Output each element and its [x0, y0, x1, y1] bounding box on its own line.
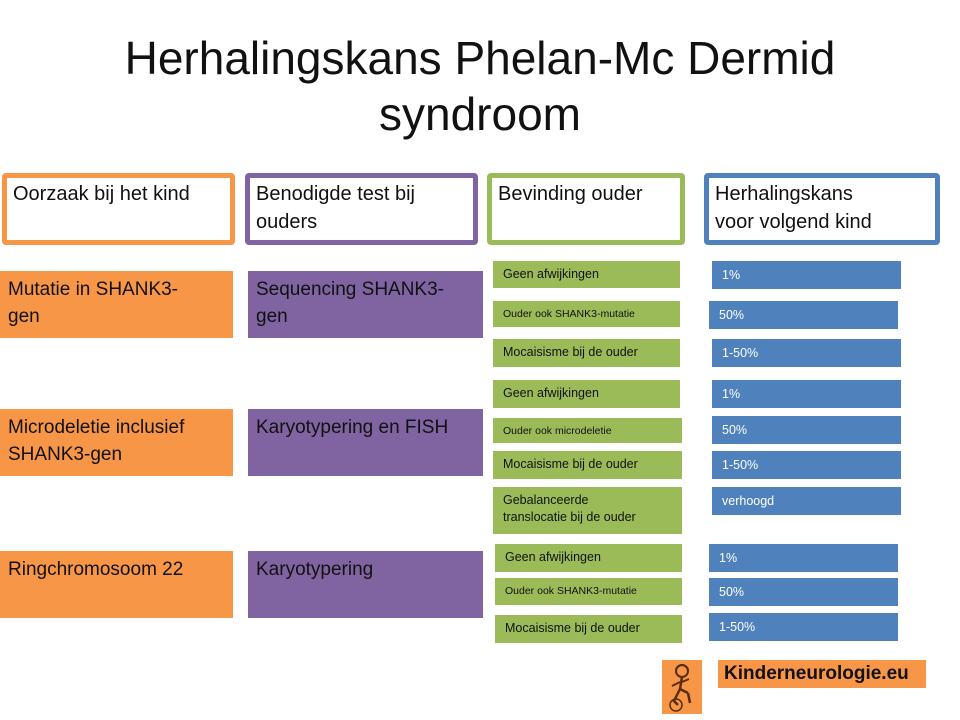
risk-box: [712, 380, 901, 408]
finding-label: Ouder ook SHANK3-mutatie: [503, 308, 635, 320]
finding-label: Ouder ook SHANK3-mutatie: [505, 585, 637, 597]
finding-box: [493, 418, 682, 443]
risk-label: 50%: [719, 308, 745, 322]
risk-box: [712, 451, 901, 479]
risk-box: [709, 301, 898, 329]
logo-text[interactable]: Kinderneurologie.eu: [718, 660, 926, 688]
cause-label-line-2: SHANK3-gen: [8, 444, 123, 465]
finding-label: Geen afwijkingen: [503, 267, 599, 281]
header-finding: [487, 173, 685, 245]
test-label-line-1: Karyotypering: [256, 559, 374, 580]
header-test-line-1: Benodigde test bij: [256, 183, 416, 205]
cause-microdeletion: [0, 409, 233, 476]
cause-label-line-1: Microdeletie inclusief: [8, 417, 185, 438]
test-label-line-1: Sequencing SHANK3-: [256, 279, 444, 300]
finding-label-line-1: Gebalanceerde: [503, 493, 589, 507]
risk-box: [712, 261, 901, 289]
cause-ring-chromosome-22: [0, 551, 233, 618]
page-title: [60, 30, 900, 142]
header-risk: [704, 173, 940, 245]
finding-box: [495, 615, 682, 643]
cause-shank3-mutation: [0, 271, 233, 338]
cause-label-line-1: Ringchromosoom 22: [8, 559, 184, 580]
finding-box: [493, 380, 680, 408]
header-test: [245, 173, 478, 245]
title-line-2: syndroom: [379, 88, 581, 140]
risk-label: 50%: [719, 585, 745, 599]
risk-box: [712, 416, 901, 444]
risk-label: 1-50%: [722, 346, 759, 360]
finding-label: Geen afwijkingen: [503, 386, 599, 400]
test-karyotyping-fish: [248, 409, 483, 476]
risk-label: 50%: [722, 423, 748, 437]
finding-box: [495, 578, 682, 605]
test-sequencing: [248, 271, 483, 338]
header-cause: [2, 173, 235, 245]
finding-label: Ouder ook microdeletie: [503, 425, 612, 437]
finding-box: [493, 487, 682, 534]
cause-label-line-1: Mutatie in SHANK3-: [8, 279, 179, 300]
header-risk-line-1: Herhalingskans: [715, 183, 853, 205]
finding-box: [493, 261, 680, 288]
header-risk-line-2: voor volgend kind: [715, 211, 872, 233]
title-line-1: Herhalingskans Phelan-Mc Dermid: [124, 32, 836, 84]
finding-label: Mocaisisme bij de ouder: [503, 457, 638, 471]
risk-label: 1-50%: [719, 620, 756, 634]
finding-label: Geen afwijkingen: [505, 550, 601, 564]
finding-label: Mocaisisme bij de ouder: [503, 345, 638, 359]
finding-box: [495, 544, 682, 572]
risk-label: 1%: [719, 551, 738, 565]
risk-box: [709, 578, 898, 606]
risk-label: 1-50%: [722, 458, 759, 472]
risk-box: [709, 613, 898, 641]
finding-label: Mocaisisme bij de ouder: [505, 621, 640, 635]
test-karyotyping: [248, 551, 483, 618]
child-figure-icon: [662, 660, 702, 714]
finding-box: [493, 301, 680, 327]
risk-label: 1%: [722, 268, 741, 282]
risk-box: [709, 544, 898, 572]
test-label-line-2: gen: [256, 306, 288, 327]
header-finding-label: Bevinding ouder: [498, 183, 643, 205]
finding-box: [493, 451, 682, 479]
cause-label-line-2: gen: [8, 306, 40, 327]
header-cause-label: Oorzaak bij het kind: [13, 183, 190, 205]
finding-box: [493, 339, 680, 367]
risk-box: [712, 339, 901, 367]
header-test-line-2: ouders: [256, 211, 318, 233]
finding-label-line-2: translocatie bij de ouder: [503, 510, 636, 524]
risk-label: 1%: [722, 387, 741, 401]
risk-label: verhoogd: [722, 494, 775, 508]
test-label-line-1: Karyotypering en FISH: [256, 417, 449, 438]
risk-box: [712, 487, 901, 515]
